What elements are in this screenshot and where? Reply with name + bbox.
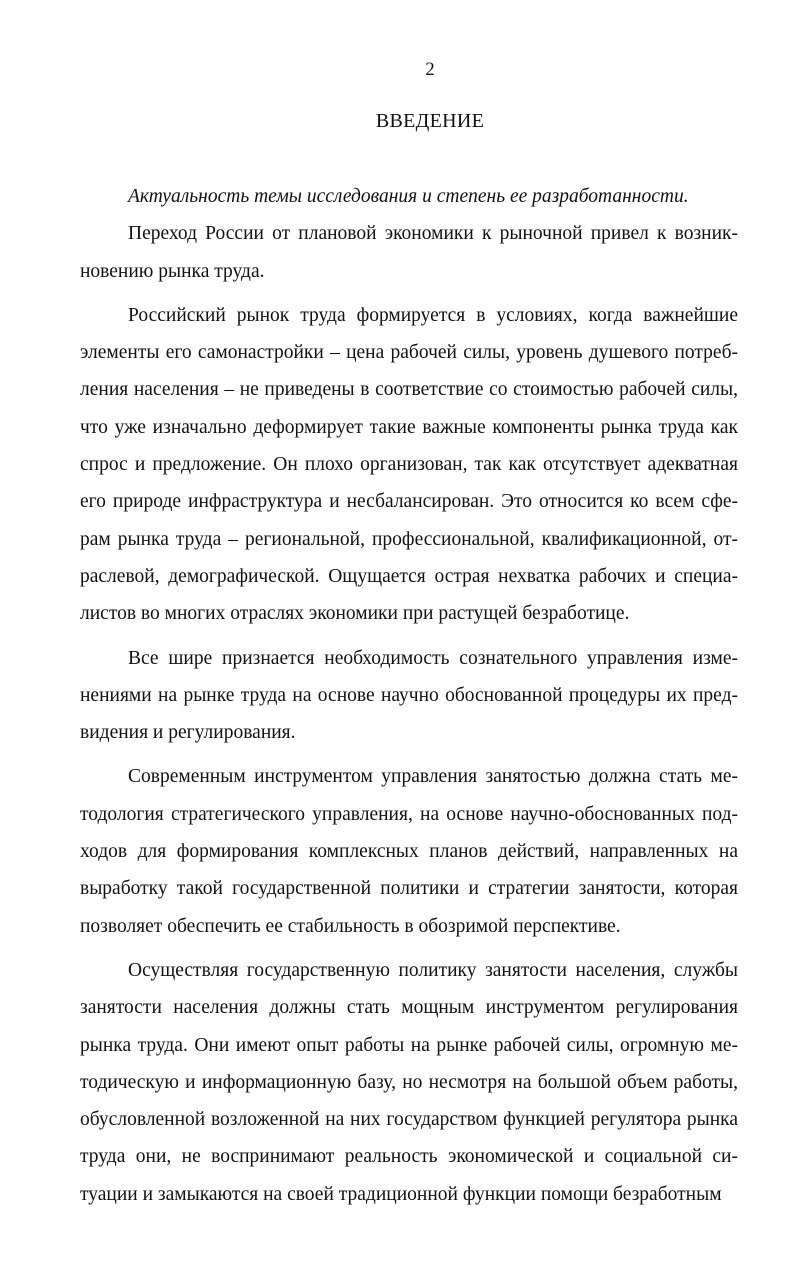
- paragraph-5: Осуществляя государственную политику занятости населения, службы занятости населения должны стать мощным инструментом регулирования рынка труда. Они имеют опыт работы на рынке рабочей силы, огромную методическую и информационную базу, но несмотря на большой объем работы, обусловленной возложенной на них государством функцией регулятора рынка труда они, не воспринимают реальность экономической и социальной ситуации и замыкаются на своей традиционной функции помощи безработным: [80, 959, 738, 1205]
- paragraph-1: Переход России от плановой экономики к рыночной привел к возникновению рынка труда.: [80, 223, 738, 282]
- section-subtitle: Актуальность темы исследования и степень ее разработанности.: [128, 186, 689, 207]
- paragraph-3: Все шире признается необходимость сознательного управления изменениями на рынке труда на основе научно обоснованной процедуры их предвидения и регулирования.: [80, 647, 738, 744]
- paragraph-2: Российский рынок труда формируется в условиях, когда важнейшие элементы его самонастройки – цена рабочей силы, уровень душевого потребления населения – не приведены в соответствие со стоимостью рабочей силы, что уже изначально деформирует такие важные компоненты рынка труда как спрос и предложение. Он плохо организован, так как отсутствует адекватная его природе инфраструктура и несбалансирован. Это относится ко всем сферам рынка труда – региональной, профессиональной, квалификационной, отраслевой, демографической. Ощущается острая нехватка рабочих и специалистов во многих отраслях экономики при растущей безработице.: [80, 304, 738, 625]
- body-text: [80, 178, 738, 1213]
- page-number: 2: [425, 59, 435, 80]
- paragraph-4: Современным инструментом управления занятостью должна стать методология стратегического управления, на основе научно-обоснованных подходов для формирования комплексных планов действий, направленных на выработку такой государственной политики и стратегии занятости, которая позволяет обеспечить ее стабильность в обозримой перспективе.: [80, 766, 738, 937]
- section-title: ВВЕДЕНИЕ: [375, 110, 485, 132]
